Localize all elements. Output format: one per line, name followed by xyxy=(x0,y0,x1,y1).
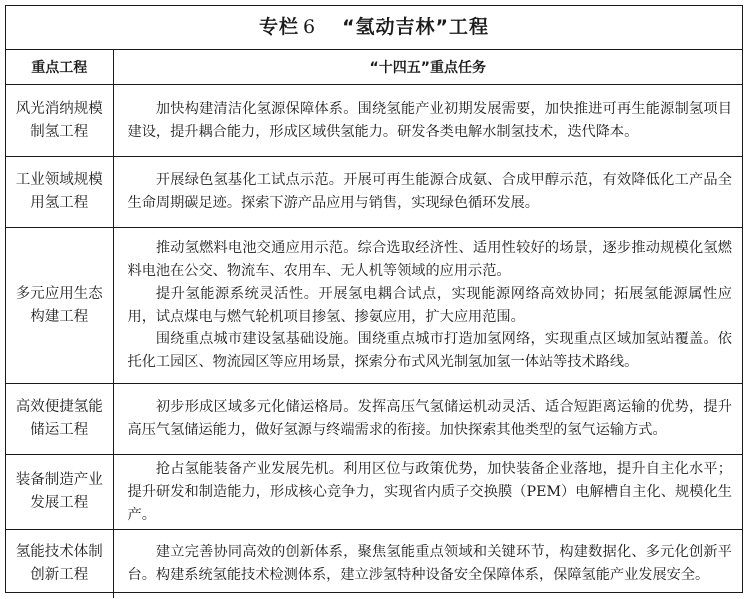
project-name: 多元应用生态构建工程 xyxy=(6,228,113,384)
project-tasks xyxy=(113,530,742,598)
task-paragraph: 加快构建清洁化氢源保障体系。围绕氢能产业初期发展需要，加快推进可再生能源制氢项目建设，提升耦合能力，形成区域供氢能力。研发各类电解水制氢技术，迭代降本。 xyxy=(127,100,732,140)
project-name: 装备制造产业发展工程 xyxy=(6,455,113,530)
project-name: 高效便捷氢能储运工程 xyxy=(6,384,113,455)
project-name: 氢能技术体制创新工程 xyxy=(6,530,113,598)
header-row xyxy=(6,50,742,85)
task-paragraph: 开展绿色氢基化工试点示范。开展可再生能源合成氨、合成甲醇示范，有效降低化工产品全生命周期碳足迹。探索下游产品应用与销售，实现绿色循环发展。 xyxy=(127,172,732,211)
title-number: 6 xyxy=(302,16,317,38)
box-title xyxy=(6,6,742,50)
table-row xyxy=(6,384,742,455)
project-name: 工业领域规模用氢工程 xyxy=(6,157,113,228)
project-name: 风光消纳规模制氢工程 xyxy=(6,85,113,157)
table-row xyxy=(6,228,742,384)
task-paragraph: 推动氢燃料电池交通应用示范。综合选取经济性、适用性较好的场景，逐步推动规模化氢燃料电池在公交、物流车、农用车、无人机等领域的应用示范。 xyxy=(127,240,732,279)
table-row xyxy=(6,157,742,228)
header-project: 重点工程 xyxy=(6,50,113,85)
project-box xyxy=(5,5,743,593)
task-paragraph: 围绕重点城市建设氢基础设施。围绕重点城市打造加氢网络，实现重点区域加氢站覆盖。依托化工园区、物流园区等应用场景，探索分布式风光制氢加氢一体站等技术路线。 xyxy=(127,331,732,371)
header-tasks: “十四五”重点任务 xyxy=(113,50,742,85)
project-tasks xyxy=(113,157,742,228)
table-row xyxy=(6,530,742,598)
task-paragraph: 建立完善协同高效的创新体系，聚焦氢能重点领域和关键环节，构建数据化、多元化创新平台。构建系统氢能技术检测体系，建立涉氢特种设备安全保障体系，保障氢能产业发展安全。 xyxy=(127,544,732,584)
task-paragraph: 初步形成区域多元化储运格局。发挥高压气氢储运机动灵活、适合短距离运输的优势，提升高压气氢储运能力，做好氢源与终端需求的衔接。加快探索其他类型的氢气运输方式。 xyxy=(127,399,732,438)
project-tasks xyxy=(113,228,742,384)
task-paragraph: 提升氢能源系统灵活性。开展氢电耦合试点，实现能源网络高效协同；拓展氢能源属性应用，试点煤电与燃气轮机项目掺氢、掺氨应用，扩大应用范围。 xyxy=(127,285,732,325)
table-row xyxy=(6,455,742,530)
title-prefix: 专栏 xyxy=(258,16,299,38)
project-tasks xyxy=(113,85,742,157)
task-paragraph: 抢占氢能装备产业发展先机。利用区位与政策优势，加快装备企业落地，提升自主化水平；提升研发和制造能力，形成核心竞争力，实现省内质子交换膜（PEM）电解槽自主化、规模化生产。 xyxy=(127,461,732,523)
title-name: “氢动吉林”工程 xyxy=(342,16,490,38)
table-row xyxy=(6,85,742,157)
project-tasks xyxy=(113,455,742,530)
project-tasks xyxy=(113,384,742,455)
projects-table xyxy=(6,50,742,598)
